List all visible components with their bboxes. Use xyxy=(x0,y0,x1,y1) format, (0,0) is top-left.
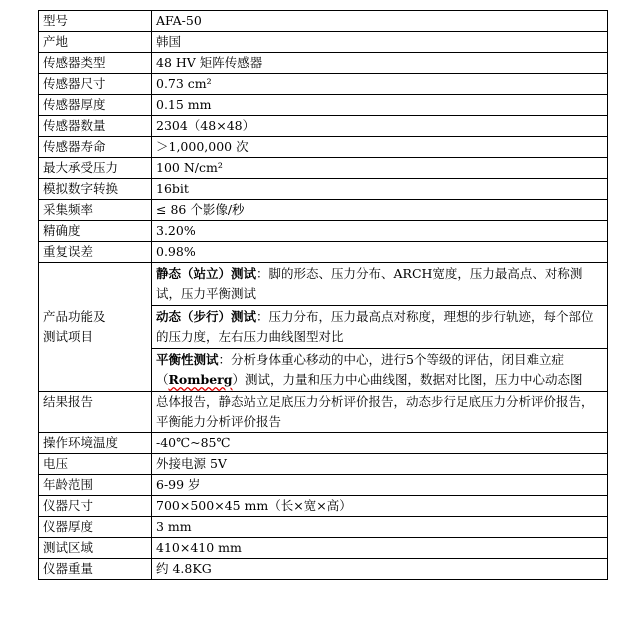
row-value: 700×500×45 mm（长×宽×高） xyxy=(152,496,608,517)
static-test-text: ：脚的形态、压力分布、ARCH宽度，压力最高点、对称测试，压力平衡测试 xyxy=(156,266,583,301)
row-value: 韩国 xyxy=(152,32,608,53)
table-row xyxy=(39,242,608,263)
static-test-title: 静态（站立）测试 xyxy=(156,266,257,281)
row-label: 电压 xyxy=(39,454,152,475)
table-row xyxy=(39,475,608,496)
row-label: 采集频率 xyxy=(39,200,152,221)
row-value: 外接电源 5V xyxy=(152,454,608,475)
row-value: 0.73 cm² xyxy=(152,74,608,95)
row-label: 型号 xyxy=(39,11,152,32)
report-label: 结果报告 xyxy=(39,392,152,433)
row-label: 仪器重量 xyxy=(39,559,152,580)
row-label: 重复误差 xyxy=(39,242,152,263)
table-row xyxy=(39,559,608,580)
row-value: 0.98% xyxy=(152,242,608,263)
row-value: 约 4.8KG xyxy=(152,559,608,580)
spec-table xyxy=(38,10,608,580)
row-value: -40℃~85℃ xyxy=(152,433,608,454)
row-value: ≤ 86 个影像/秒 xyxy=(152,200,608,221)
dynamic-test-text: ：压力分布，压力最高点对称度，理想的步行轨迹，每个部位的压力度，左右压力曲线图型对比 xyxy=(156,309,594,344)
functions-row xyxy=(39,263,608,392)
functions-label-line1: 产品功能及 xyxy=(43,309,106,324)
table-row xyxy=(39,158,608,179)
row-value: 16bit xyxy=(152,179,608,200)
row-label: 传感器类型 xyxy=(39,53,152,74)
static-test xyxy=(156,263,603,305)
row-label: 最大承受压力 xyxy=(39,158,152,179)
row-label: 仪器厚度 xyxy=(39,517,152,538)
row-label: 产地 xyxy=(39,32,152,53)
row-label: 年龄范围 xyxy=(39,475,152,496)
row-label: 传感器寿命 xyxy=(39,137,152,158)
balance-test xyxy=(152,348,607,391)
table-row xyxy=(39,221,608,242)
row-label: 精确度 xyxy=(39,221,152,242)
table-row xyxy=(39,200,608,221)
functions-label xyxy=(39,263,152,392)
table-row xyxy=(39,116,608,137)
row-value: 0.15 mm xyxy=(152,95,608,116)
row-label: 传感器数量 xyxy=(39,116,152,137)
row-value: 3.20% xyxy=(152,221,608,242)
row-label: 测试区域 xyxy=(39,538,152,559)
dynamic-test-title: 动态（步行）测试 xyxy=(156,309,257,324)
row-label: 仪器尺寸 xyxy=(39,496,152,517)
row-value: 48 HV 矩阵传感器 xyxy=(152,53,608,74)
row-label: 传感器厚度 xyxy=(39,95,152,116)
row-value: AFA-50 xyxy=(152,11,608,32)
table-row xyxy=(39,74,608,95)
table-row xyxy=(39,95,608,116)
dynamic-test xyxy=(152,305,607,348)
functions-label-line2: 测试项目 xyxy=(43,329,94,344)
row-value: 410×410 mm xyxy=(152,538,608,559)
report-row xyxy=(39,392,608,433)
table-row xyxy=(39,32,608,53)
table-row xyxy=(39,454,608,475)
table-row xyxy=(39,517,608,538)
row-value: 6-99 岁 xyxy=(152,475,608,496)
table-row xyxy=(39,179,608,200)
table-row xyxy=(39,11,608,32)
row-label: 模拟数字转换 xyxy=(39,179,152,200)
table-row xyxy=(39,53,608,74)
table-row xyxy=(39,538,608,559)
report-value: 总体报告，静态站立足底压力分析评价报告，动态步行足底压力分析评价报告，平衡能力分析评价报告 xyxy=(152,392,608,433)
table-row xyxy=(39,433,608,454)
romberg-term: Romberg xyxy=(168,372,233,387)
functions-value xyxy=(152,263,608,392)
balance-test-title: 平衡性测试 xyxy=(156,352,219,367)
row-label: 传感器尺寸 xyxy=(39,74,152,95)
row-value: 3 mm xyxy=(152,517,608,538)
row-value: ＞1,000,000 次 xyxy=(152,137,608,158)
row-value: 2304（48×48） xyxy=(152,116,608,137)
balance-test-text-b: ）测试，力量和压力中心曲线图，数据对比图，压力中心动态图 xyxy=(232,372,583,387)
row-label: 操作环境温度 xyxy=(39,433,152,454)
table-row xyxy=(39,137,608,158)
balance-test-text-a: ：分析身体重心移动的中心，进行5个等级的评估，闭目难立症（ xyxy=(156,352,564,387)
table-row xyxy=(39,496,608,517)
row-value: 100 N/cm² xyxy=(152,158,608,179)
